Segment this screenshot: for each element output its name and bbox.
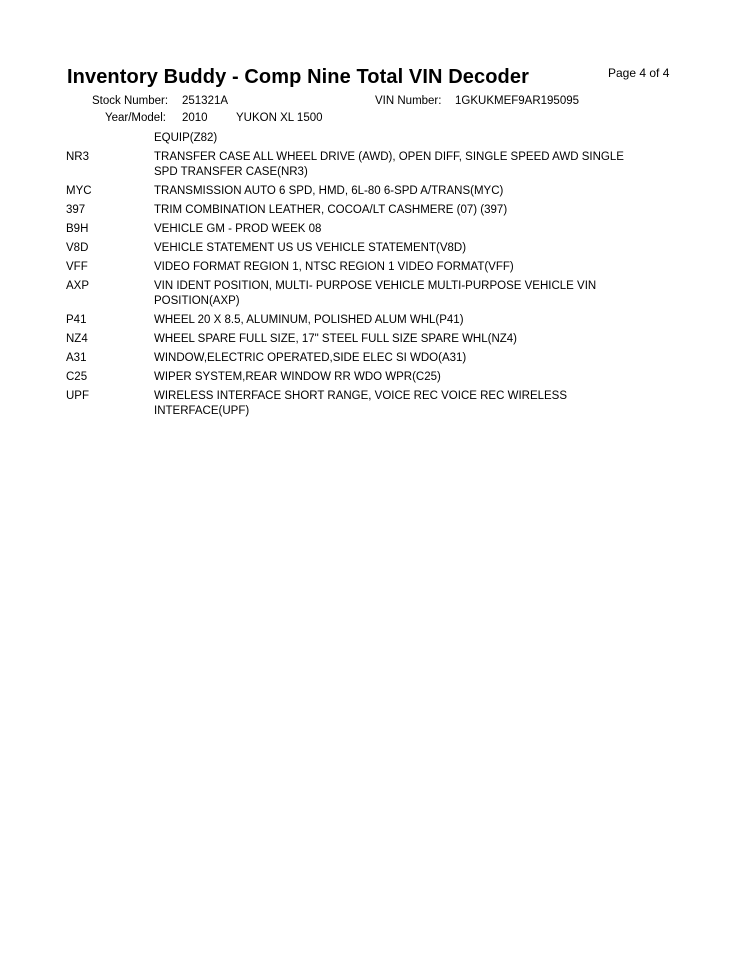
option-row [66, 313, 666, 328]
option-description: VEHICLE GM - PROD WEEK 08 [154, 223, 322, 235]
option-code: NR3 [66, 151, 90, 163]
option-description: VEHICLE STATEMENT US US VEHICLE STATEMENT(V8D) [154, 242, 467, 254]
model-value: YUKON XL 1500 [236, 112, 323, 124]
option-row [66, 150, 666, 180]
year-value: 2010 [182, 112, 208, 124]
option-description: TRANSFER CASE ALL WHEEL DRIVE (AWD), OPEN DIFF, SINGLE SPEED AWD SINGLE SPD TRANSFER CASE(NR3) [154, 151, 624, 178]
vin-value: 1GKUKMEF9AR195095 [455, 95, 580, 107]
page-number: Page 4 of 4 [608, 66, 670, 80]
option-description: TRANSMISSION AUTO 6 SPD, HMD, 6L-80 6-SPD A/TRANS(MYC) [154, 185, 504, 197]
option-code: P41 [66, 314, 87, 326]
year-model-label: Year/Model: [105, 112, 166, 124]
option-code: B9H [66, 223, 89, 235]
option-description: WINDOW,ELECTRIC OPERATED,SIDE ELEC SI WDO(A31) [154, 352, 467, 364]
option-code: VFF [66, 261, 88, 273]
option-code: V8D [66, 242, 89, 254]
option-row [66, 279, 666, 309]
option-list [66, 131, 666, 423]
option-code: MYC [66, 185, 92, 197]
option-code: A31 [66, 352, 87, 364]
option-row [66, 260, 666, 275]
option-row [66, 222, 666, 237]
option-description: VIDEO FORMAT REGION 1, NTSC REGION 1 VIDEO FORMAT(VFF) [154, 261, 514, 273]
option-row [66, 203, 666, 218]
stock-number-value: 251321A [182, 95, 229, 107]
option-description: EQUIP(Z82) [154, 132, 218, 144]
option-description: WIRELESS INTERFACE SHORT RANGE, VOICE REC VOICE REC WIRELESS INTERFACE(UPF) [154, 390, 568, 417]
option-description: WIPER SYSTEM,REAR WINDOW RR WDO WPR(C25) [154, 371, 441, 383]
option-description: WHEEL 20 X 8.5, ALUMINUM, POLISHED ALUM WHL(P41) [154, 314, 464, 326]
page-title: Inventory Buddy - Comp Nine Total VIN Decoder [67, 66, 529, 88]
option-row [66, 131, 666, 146]
option-code: 397 [66, 204, 86, 216]
option-code: AXP [66, 280, 90, 292]
option-row [66, 351, 666, 366]
option-code: NZ4 [66, 333, 88, 345]
option-description: WHEEL SPARE FULL SIZE, 17" STEEL FULL SIZE SPARE WHL(NZ4) [154, 333, 518, 345]
option-row [66, 184, 666, 199]
option-row [66, 370, 666, 385]
option-row [66, 389, 666, 419]
option-code [66, 131, 154, 146]
option-description: TRIM COMBINATION LEATHER, COCOA/LT CASHMERE (07) (397) [154, 204, 508, 216]
option-description: VIN IDENT POSITION, MULTI- PURPOSE VEHICLE MULTI-PURPOSE VEHICLE VIN POSITION(AXP) [154, 280, 597, 307]
option-code: C25 [66, 371, 88, 383]
option-code: UPF [66, 390, 89, 402]
option-row [66, 332, 666, 347]
vin-label: VIN Number: [375, 95, 442, 107]
stock-number-label: Stock Number: [92, 95, 169, 107]
option-row [66, 241, 666, 256]
